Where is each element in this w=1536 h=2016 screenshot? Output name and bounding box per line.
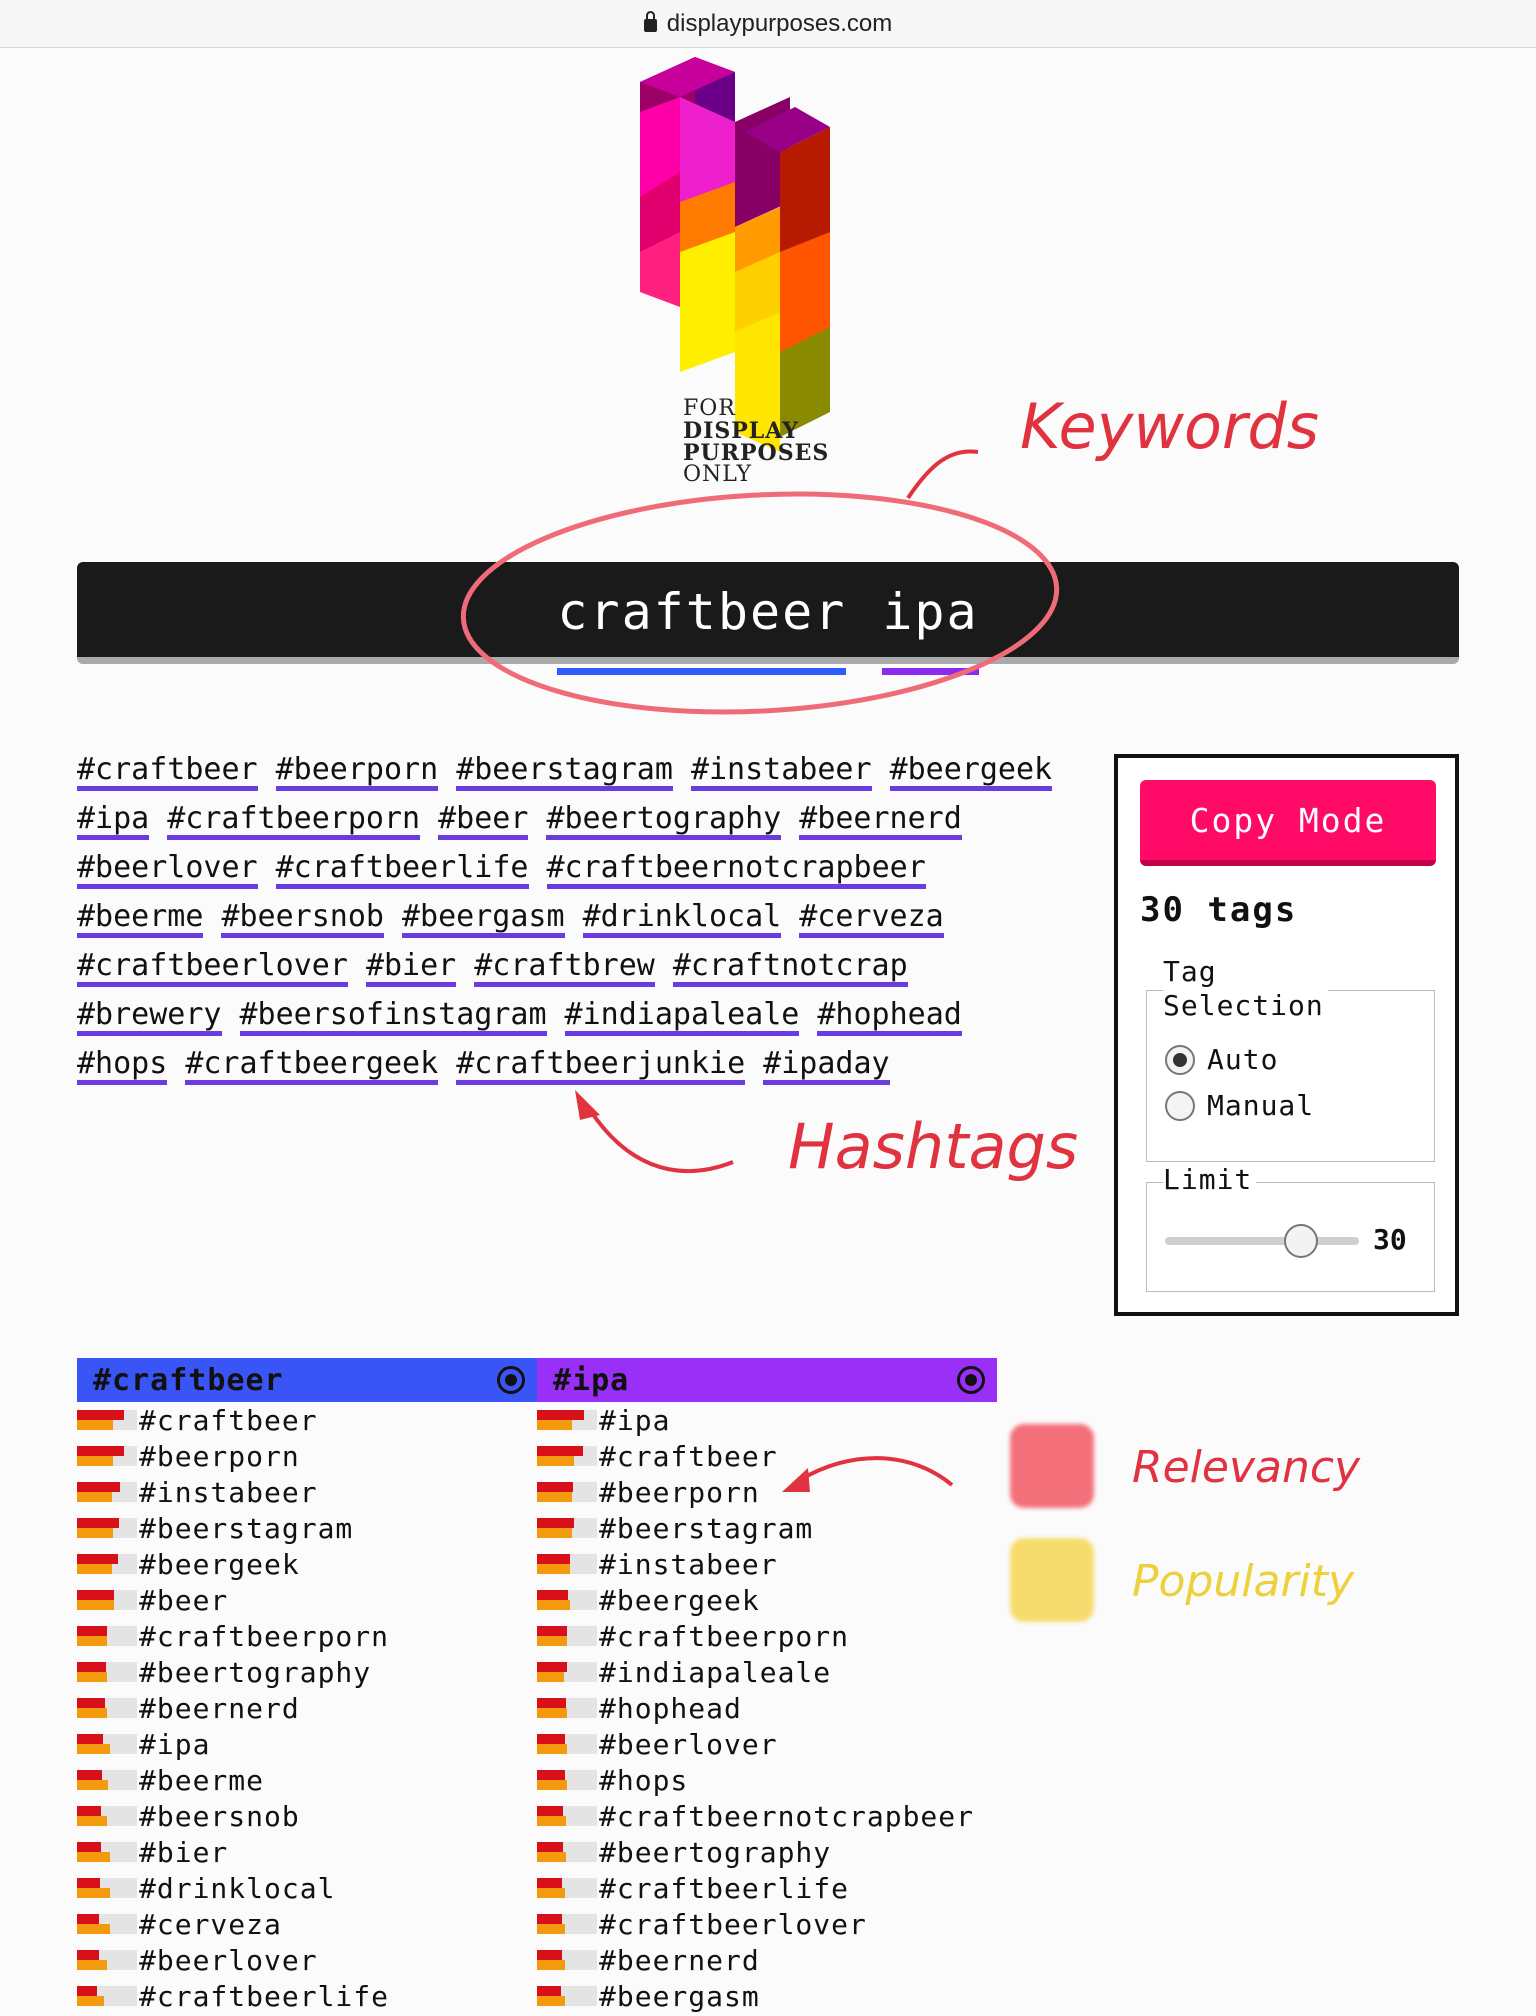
related-tag-text: #beergasm [599, 1979, 760, 2013]
score-bars [77, 1446, 137, 1466]
related-tag-text: #craftbeerporn [599, 1619, 850, 1653]
relevance-bar [537, 1842, 563, 1852]
hashtag-link[interactable]: #instabeer [691, 754, 872, 791]
relevance-bar [77, 1950, 99, 1960]
logo-wordmark [683, 398, 829, 486]
score-bars [537, 1518, 597, 1538]
related-tag-row[interactable] [77, 1510, 537, 1546]
related-tag-text: #drinklocal [139, 1871, 336, 1905]
popularity-bar [77, 1996, 104, 2006]
popularity-bar [77, 1888, 110, 1898]
hashtag-link[interactable]: #beernerd [799, 803, 962, 840]
related-tag-row[interactable] [77, 1870, 537, 1906]
url-text: displaypurposes.com [666, 9, 893, 37]
score-bars [537, 1662, 597, 1682]
score-bars [77, 1986, 137, 2006]
relevance-bar [77, 1662, 106, 1672]
hashtag-link[interactable]: #ipa [77, 803, 149, 840]
hashtag-link[interactable]: #hops [77, 1048, 167, 1085]
related-tag-text: #beerlover [599, 1727, 778, 1761]
logo-cubes-icon [640, 57, 830, 452]
logo-line-purposes: PURPOSES [683, 440, 830, 466]
hashtag-link[interactable]: #drinklocal [583, 901, 782, 938]
relevance-bar [537, 1446, 583, 1456]
popularity-bar [537, 1492, 572, 1502]
hashtag-link[interactable]: #craftbeer [77, 754, 258, 791]
relevance-bar [537, 1698, 566, 1708]
score-bars [537, 1770, 597, 1790]
related-tag-row[interactable] [77, 1834, 537, 1870]
hashtags-arrow-icon [590, 1110, 733, 1171]
popularity-bar [77, 1528, 113, 1538]
address-bar[interactable] [0, 0, 1536, 48]
related-tag-text: #beerstagram [599, 1511, 814, 1545]
related-tag-row[interactable] [537, 1834, 997, 1870]
related-tag-row[interactable] [77, 1942, 537, 1978]
hashtag-list [77, 750, 1077, 1093]
radio-manual[interactable] [1165, 1089, 1314, 1122]
score-bars [537, 1986, 597, 2006]
related-tag-text: #craftbeer [139, 1403, 318, 1437]
relevance-bar [537, 1770, 565, 1780]
related-tag-row[interactable] [537, 1942, 997, 1978]
popularity-bar [77, 1564, 112, 1574]
related-tag-row[interactable] [537, 1402, 997, 1438]
hashtag-link[interactable]: #beerstagram [456, 754, 673, 791]
score-bars [537, 1878, 597, 1898]
relevance-bar [537, 1410, 584, 1420]
popularity-bar [537, 1852, 566, 1862]
relevance-bar [77, 1914, 99, 1924]
target-icon[interactable] [497, 1366, 525, 1394]
relevance-bar [77, 1446, 124, 1456]
relevance-bar [537, 1482, 573, 1492]
popularity-bar [77, 1600, 114, 1610]
popularity-bar [77, 1780, 108, 1790]
keyword-text: ipa [882, 582, 979, 641]
relevancy-swatch [1010, 1424, 1094, 1508]
relevance-bar [537, 1986, 561, 1996]
score-bars [537, 1626, 597, 1646]
related-tag-text: #beertography [139, 1655, 372, 1689]
column-header [537, 1358, 997, 1402]
score-bars [77, 1662, 137, 1682]
tag-selection-group [1146, 955, 1435, 1162]
popularity-annotation: Popularity [1132, 1556, 1355, 1607]
score-bars [77, 1734, 137, 1754]
limit-legend: Limit [1163, 1163, 1256, 1196]
hashtag-link[interactable]: #indiapaleale [565, 999, 800, 1036]
hashtag-link[interactable]: #craftbeerporn [167, 803, 420, 840]
related-tag-text: #beerme [139, 1763, 265, 1797]
related-tag-text: #beertography [599, 1835, 832, 1869]
related-tag-text: #beersnob [139, 1799, 300, 1833]
hashtag-link[interactable]: #beergeek [890, 754, 1053, 791]
score-bars [77, 1770, 137, 1790]
score-bars [77, 1878, 137, 1898]
score-bars [77, 1698, 137, 1718]
related-tag-text: #beerporn [599, 1475, 760, 1509]
related-tag-text: #craftbeernotcrapbeer [599, 1799, 975, 1833]
hashtag-link[interactable]: #bier [366, 950, 456, 987]
hashtag-link[interactable]: #beer [438, 803, 528, 840]
relevance-bar [77, 1734, 103, 1744]
score-bars [537, 1590, 597, 1610]
popularity-bar [77, 1852, 110, 1862]
relevance-bar [77, 1518, 119, 1528]
popularity-bar [537, 1564, 570, 1574]
related-tag-text: #hophead [599, 1691, 742, 1725]
related-tag-text: #craftbeerlover [599, 1907, 867, 1941]
popularity-bar [537, 1600, 570, 1610]
score-bars [537, 1806, 597, 1826]
popularity-bar [77, 1420, 113, 1430]
column-title: #craftbeer [93, 1362, 284, 1398]
keyword-underline [882, 668, 978, 675]
popularity-bar [77, 1816, 107, 1826]
popularity-bar [77, 1492, 112, 1502]
related-tag-row[interactable] [77, 1654, 537, 1690]
relevance-bar [77, 1482, 120, 1492]
score-bars [77, 1842, 137, 1862]
related-tag-text: #cerveza [139, 1907, 282, 1941]
relevance-bar [537, 1878, 562, 1888]
score-bars [77, 1518, 137, 1538]
related-tag-text: #beergeek [599, 1583, 760, 1617]
radio-manual-control[interactable] [1165, 1091, 1195, 1121]
relevance-bar [77, 1626, 107, 1636]
score-bars [537, 1446, 597, 1466]
related-tag-row[interactable] [537, 1474, 997, 1510]
popularity-bar [537, 1672, 564, 1682]
hashtag-link[interactable]: #brewery [77, 999, 222, 1036]
logo-line-for: FOR [683, 396, 736, 421]
hashtag-link[interactable]: #beerme [77, 901, 203, 938]
score-bars [77, 1806, 137, 1826]
hashtag-link[interactable]: #beerporn [276, 754, 439, 791]
relevance-bar [77, 1554, 118, 1564]
hashtags-annotation: Hashtags [788, 1110, 1079, 1183]
tag-count: 30 tags [1140, 890, 1298, 930]
relevance-bar [537, 1554, 570, 1564]
relevance-bar [537, 1950, 562, 1960]
related-tag-text: #beergeek [139, 1547, 300, 1581]
score-bars [77, 1554, 137, 1574]
related-tag-row[interactable] [77, 1474, 537, 1510]
popularity-bar [537, 1420, 572, 1430]
related-tag-row[interactable] [77, 1402, 537, 1438]
related-tag-text: #beerstagram [139, 1511, 354, 1545]
keyword-input[interactable] [77, 562, 1459, 664]
relevancy-annotation: Relevancy [1132, 1442, 1361, 1493]
keyword-token[interactable] [882, 583, 978, 641]
score-bars [537, 1950, 597, 1970]
related-tag-row[interactable] [77, 1978, 537, 2014]
settings-panel [1114, 754, 1459, 1316]
related-tag-text: #beerlover [139, 1943, 318, 1977]
popularity-bar [537, 1708, 567, 1718]
hashtag-link[interactable]: #craftbeerlover [77, 950, 348, 987]
hashtag-link[interactable]: #beerlover [77, 852, 258, 889]
related-tag-row[interactable] [77, 1726, 537, 1762]
keyword-underline [557, 668, 846, 675]
hashtag-link[interactable]: #craftbeerlife [276, 852, 529, 889]
relevance-bar [77, 1878, 100, 1888]
related-tag-row[interactable] [537, 1510, 997, 1546]
popularity-bar [537, 1744, 567, 1754]
related-tag-text: #craftbeer [599, 1439, 778, 1473]
popularity-bar [77, 1636, 107, 1646]
popularity-bar [77, 1672, 107, 1682]
score-bars [537, 1410, 597, 1430]
related-tag-text: #hops [599, 1763, 689, 1797]
related-tag-row[interactable] [77, 1690, 537, 1726]
related-tag-row[interactable] [77, 1762, 537, 1798]
hashtag-link[interactable]: #craftbeergeek [185, 1048, 438, 1085]
relevance-bar [537, 1518, 574, 1528]
related-tag-text: #bier [139, 1835, 229, 1869]
related-tag-text: #instabeer [599, 1547, 778, 1581]
hashtag-link[interactable]: #craftbrew [474, 950, 655, 987]
related-tag-row[interactable] [537, 1438, 997, 1474]
relevance-bar [537, 1806, 563, 1816]
related-tag-text: #beernerd [139, 1691, 300, 1725]
relevance-bar [77, 1410, 124, 1420]
relevance-bar [537, 1662, 567, 1672]
popularity-bar [77, 1744, 110, 1754]
related-tag-text: #ipa [599, 1403, 671, 1437]
popularity-bar [537, 1816, 566, 1826]
popularity-swatch [1010, 1538, 1094, 1622]
related-tag-row[interactable] [537, 1582, 997, 1618]
copy-mode-button[interactable]: Copy Mode [1140, 780, 1436, 866]
popularity-bar [77, 1960, 107, 1970]
popularity-bar [537, 1636, 567, 1646]
related-tag-text: #beerporn [139, 1439, 300, 1473]
relevance-bar [77, 1698, 105, 1708]
related-tag-row[interactable] [537, 1798, 997, 1834]
popularity-bar [537, 1996, 565, 2006]
score-bars [77, 1626, 137, 1646]
related-tag-row[interactable] [537, 1870, 997, 1906]
hashtag-link[interactable]: #craftnotcrap [673, 950, 908, 987]
radio-auto-label: Auto [1207, 1043, 1279, 1076]
limit-slider-handle[interactable] [1284, 1224, 1318, 1258]
popularity-bar [77, 1456, 113, 1466]
score-bars [537, 1842, 597, 1862]
logo-line-only: ONLY [683, 462, 753, 487]
column-header [77, 1358, 537, 1402]
related-tag-text: #craftbeerlife [139, 1979, 390, 2013]
relevance-bar [77, 1842, 101, 1852]
hashtag-link[interactable]: #beergasm [402, 901, 565, 938]
relevance-bar [77, 1986, 97, 1996]
related-tag-row[interactable] [77, 1798, 537, 1834]
related-tag-row[interactable] [77, 1438, 537, 1474]
radio-manual-label: Manual [1207, 1089, 1315, 1122]
related-tag-row[interactable] [77, 1618, 537, 1654]
radio-auto[interactable] [1165, 1043, 1278, 1076]
related-tag-text: #ipa [139, 1727, 211, 1761]
popularity-bar [77, 1924, 110, 1934]
radio-auto-control[interactable] [1165, 1045, 1195, 1075]
related-tag-text: #craftbeerlife [599, 1871, 850, 1905]
hashtag-link[interactable]: #ipaday [763, 1048, 889, 1085]
lock-icon [644, 19, 657, 32]
related-tag-row[interactable] [537, 1546, 997, 1582]
popularity-bar [537, 1888, 565, 1898]
related-tag-row[interactable] [537, 1654, 997, 1690]
tag-selection-legend: Tag Selection [1163, 955, 1328, 1023]
score-bars [537, 1554, 597, 1574]
keywords-annotation: Keywords [1020, 390, 1320, 463]
relevance-bar [77, 1770, 102, 1780]
limit-group [1146, 1163, 1435, 1292]
score-bars [77, 1914, 137, 1934]
target-icon[interactable] [957, 1366, 985, 1394]
hashtag-link[interactable]: #craftbeernotcrapbeer [547, 852, 926, 889]
related-tag-row[interactable] [537, 1726, 997, 1762]
related-tag-text: #indiapaleale [599, 1655, 832, 1689]
hashtag-link[interactable]: #cerveza [799, 901, 944, 938]
related-tag-text: #beernerd [599, 1943, 760, 1977]
related-tag-text: #beer [139, 1583, 229, 1617]
popularity-bar [537, 1780, 567, 1790]
popularity-bar [537, 1456, 574, 1466]
related-tag-row[interactable] [537, 1690, 997, 1726]
keyword-column-ipa [537, 1358, 997, 2014]
hashtag-link[interactable]: #craftbeerjunkie [456, 1048, 745, 1085]
related-tag-row[interactable] [77, 1906, 537, 1942]
score-bars [77, 1950, 137, 1970]
relevance-bar [537, 1626, 567, 1636]
relevance-bar [77, 1590, 114, 1600]
score-bars [77, 1590, 137, 1610]
hashtag-link[interactable]: #hophead [817, 999, 962, 1036]
hashtag-link[interactable]: #beersnob [221, 901, 384, 938]
keyword-token[interactable] [557, 583, 846, 641]
popularity-bar [537, 1960, 565, 1970]
keyword-column-craftbeer [77, 1358, 537, 2014]
related-tag-text: #instabeer [139, 1475, 318, 1509]
relevance-bar [537, 1590, 568, 1600]
related-tag-row[interactable] [537, 1906, 997, 1942]
relevance-bar [537, 1734, 565, 1744]
relevance-bar [537, 1914, 562, 1924]
column-title: #ipa [553, 1362, 630, 1398]
hashtag-link[interactable]: #beertography [546, 803, 781, 840]
score-bars [537, 1734, 597, 1754]
keyword-text: craftbeer [557, 582, 847, 641]
popularity-bar [77, 1708, 107, 1718]
score-bars [537, 1482, 597, 1502]
related-tag-row[interactable] [537, 1762, 997, 1798]
related-tag-row[interactable] [77, 1582, 537, 1618]
popularity-bar [537, 1924, 565, 1934]
logo-line-display: DISPLAY [683, 418, 799, 444]
score-bars [537, 1914, 597, 1934]
related-tag-row[interactable] [537, 1618, 997, 1654]
limit-value: 30 [1373, 1223, 1407, 1256]
popularity-bar [537, 1528, 572, 1538]
related-tag-row[interactable] [77, 1546, 537, 1582]
score-bars [537, 1698, 597, 1718]
limit-slider-track[interactable] [1165, 1237, 1359, 1245]
hashtags-arrowhead-icon [575, 1090, 600, 1120]
relevance-bar [77, 1806, 101, 1816]
score-bars [77, 1410, 137, 1430]
hashtag-link[interactable]: #beersofinstagram [240, 999, 547, 1036]
score-bars [77, 1482, 137, 1502]
related-tag-row[interactable] [537, 1978, 997, 2014]
related-tag-text: #craftbeerporn [139, 1619, 390, 1653]
